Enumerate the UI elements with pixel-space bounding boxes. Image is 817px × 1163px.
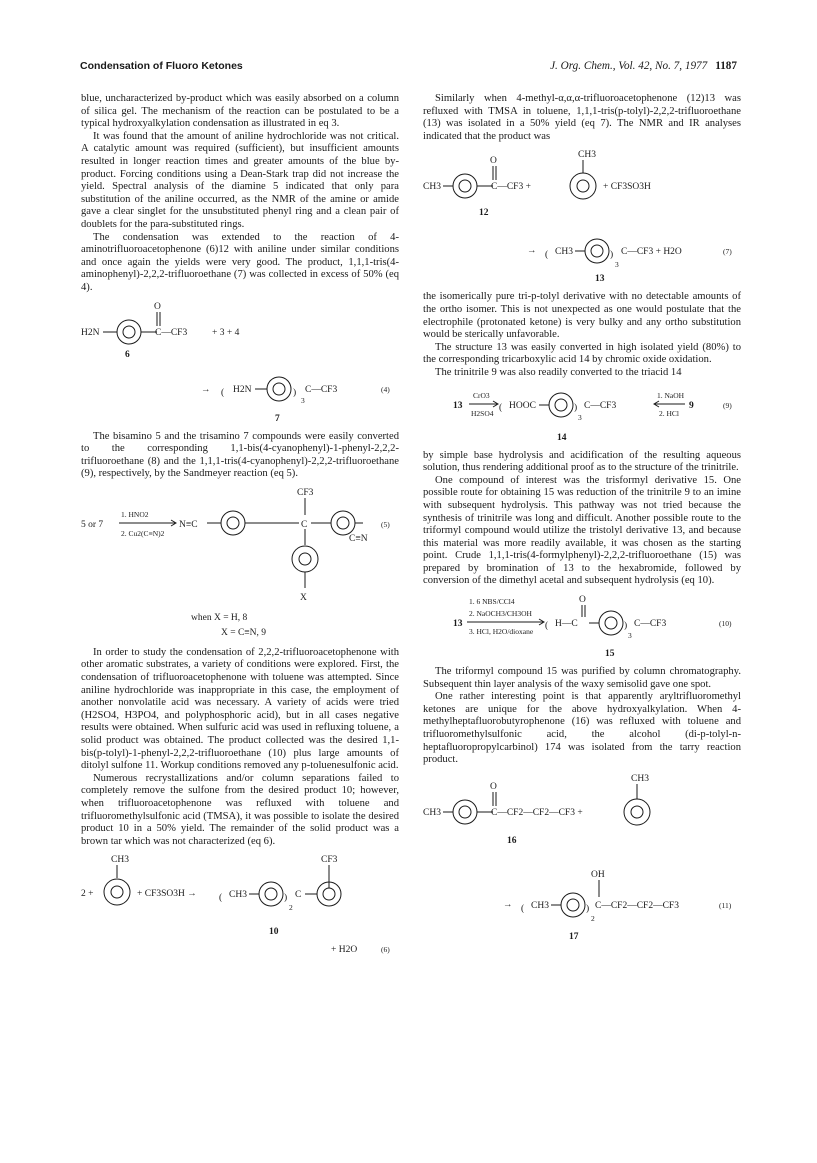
paren-close: ) bbox=[574, 402, 578, 413]
reaction-arrow: → bbox=[201, 384, 211, 395]
nitrile-right: C≡N bbox=[349, 533, 368, 544]
cf3-label: CF3 bbox=[297, 487, 314, 498]
subscript-3: 3 bbox=[615, 260, 619, 270]
reagent-cro3: CrO3 bbox=[473, 390, 490, 400]
paragraph: It was found that the amount of aniline hydrochloride was not critical. A catalytic amount was required (sufficient), but insufficient amounts resulted in longer reaction times and greater amounts of the blue by-product. Forcing conditions using a Dean-Stark trap did not increase the yield. Spectral analysis of the diamine 5 indicated that only para substitution of the aniline occurred, as the NMR of the amine or amide gave a clear singlet for the unsubstituted phenyl ring and a clean pair of doublets for the para-substituted rings. bbox=[81, 130, 399, 230]
product-methyl: CH3 bbox=[531, 900, 549, 911]
product-cf3: C—CF3 bbox=[584, 400, 617, 411]
ketone-cf3: C—CF3 + bbox=[491, 182, 531, 193]
water-product: + H2O bbox=[331, 945, 358, 956]
equation-6 bbox=[81, 852, 399, 960]
methyl-label: CH3 bbox=[423, 182, 441, 193]
product-cf3: C—CF3 + H2O bbox=[621, 247, 682, 258]
equation-5-structure bbox=[81, 485, 399, 643]
paragraph: The trinitrile 9 was also readily converted to the triacid 14 bbox=[435, 366, 682, 378]
paren-close: ) bbox=[624, 621, 628, 632]
reaction-arrow: → bbox=[527, 246, 537, 257]
reagent-h2so4: H2SO4 bbox=[471, 408, 494, 418]
equation-7-structure bbox=[423, 147, 741, 287]
paren-close: ) bbox=[293, 387, 297, 398]
subscript-2: 2 bbox=[591, 913, 595, 923]
paren-close: ) bbox=[610, 250, 614, 261]
compound-10-label: 10 bbox=[269, 927, 279, 938]
central-carbon: C bbox=[295, 890, 302, 901]
reagent-1: 1. HNO2 bbox=[121, 509, 149, 519]
compound-7-label: 7 bbox=[275, 413, 280, 424]
citation-text: J. Org. Chem., Vol. 42, No. 7, 1977 bbox=[550, 60, 708, 72]
equation-9-structure bbox=[423, 384, 741, 446]
product-cf3: C—CF3 bbox=[305, 384, 338, 395]
reagent-hydrolysis: 3. HCl, H2O/dioxane bbox=[469, 627, 534, 637]
product-amine: H2N bbox=[233, 384, 252, 395]
x-substituent: X bbox=[300, 592, 307, 603]
compound-13-label: 13 bbox=[595, 274, 605, 285]
compound-17-label: 17 bbox=[569, 931, 579, 942]
paragraph: Numerous recrystallizations and/or column separations failed to completely remove the sulfone from the desired product 10; however, when trifluoroacetophenone was refluxed with toluene and trifluoromethylsulfonic acid (TMSA), it was possible to isolate the desired product 10 in a 50% yield. The remainder of the solid product was a brown tar which was not characterized (eq 6). bbox=[81, 772, 399, 847]
compound-14-label: 14 bbox=[557, 432, 567, 443]
ketone-chain: C—CF2—CF2—CF3 + bbox=[491, 807, 583, 818]
central-carbon: C bbox=[301, 519, 308, 530]
right-column bbox=[423, 93, 741, 953]
oxygen-label: O bbox=[490, 781, 497, 792]
reagent-hcl: 2. HCl bbox=[659, 408, 680, 418]
ketone-cf3: C—CF3 bbox=[155, 327, 188, 338]
paren-close: ) bbox=[586, 903, 590, 914]
equation-number: (11) bbox=[719, 900, 732, 910]
equation-4-structure bbox=[81, 299, 399, 427]
amine-label: H2N bbox=[81, 327, 100, 338]
paragraph: The condensation was extended to the reaction of 4-aminotrifluoroacetophenone (6)12 with aniline under similar conditions and once again the yields were very good. The product, 1,1,1-tris(4-aminophenyl)-2,2,2-trifluoroethane (7) was collected in excess of 50% (eq 4). bbox=[81, 231, 399, 293]
journal-citation bbox=[550, 60, 737, 72]
reagent-naoh: 1. NaOH bbox=[657, 390, 685, 400]
equation-number: (5) bbox=[381, 519, 390, 529]
paragraph: One rather interesting point is that apparently aryltrifluoromethyl ketones are unique for the above hydroxyalkylation. When 4-methylheptafluorobutyrophenone (16) was refluxed with toluene and trifluoromethylsulfonic acid, the alcohol (di-p-tolyl-n-heptafluoropropylcarbinol) 174 was isolated from the tarry reaction product. bbox=[423, 691, 741, 766]
reagent-methoxide: 2. NaOCH3/CH3OH bbox=[469, 609, 532, 619]
paragraph: The bisamino 5 and the trisamino 7 compounds were easily converted to the corresponding 1,1-bis(4-cyanophenyl)-1-phenyl-2,2,2-trifluoroethane (8) and the 1,1,1-tris(4-cyanophenyl)-2,2,2-trifluoroethane (9), respectively, by the Sandmeyer reaction (eq 5). bbox=[81, 430, 399, 480]
oxygen-label: O bbox=[154, 301, 161, 312]
compound-15-label: 15 bbox=[605, 649, 615, 660]
paren-close: ) bbox=[284, 893, 288, 904]
equation-4 bbox=[81, 299, 399, 427]
equation-5 bbox=[81, 485, 399, 643]
product-methyl: CH3 bbox=[229, 890, 247, 901]
equation-7 bbox=[423, 147, 741, 287]
paren-open: ( bbox=[545, 250, 549, 261]
paragraph: In order to study the condensation of 2,2,2-trifluoroacetophenone with other aromatic substrates, a variety of conditions were explored. First, the condensation of trifluoroacetophenone with toluene was attempted. Since aniline hydrochloride was inappropriate in this case, the employment of another nonvolatile acid was necessary. A variety of acids were tried (H2SO4, H3PO4, and polyphosphoric acid), but in all cases negative results were obtained. When sulfuric acid was used in refluxing toluene, a solid product was obtained. The product collected was the desired 1,1-bis(p-tolyl)-1-phenyl-2,2,2-trifluoroethane (10) plus large amounts of ditolyl sulfone 11. Workup conditions removed any p-toluenesulfonic acid. bbox=[81, 646, 399, 772]
stoich-two: 2 + bbox=[81, 889, 94, 900]
reactant-13: 13 bbox=[453, 619, 463, 630]
condition-1: when X = H, 8 bbox=[191, 612, 248, 623]
toluene-methyl: CH3 bbox=[631, 773, 649, 784]
paragraph: Similarly when 4-methyl-α,α,α-trifluoroacetophenone (12)13 was refluxed with TMSA in toluene, 1,1,1-tris(p-tolyl)-2,2,2-trifluoroethane (13) was isolated in a 50% yield (eq 7). The NMR and IR analyses indicated that the product was bbox=[423, 93, 741, 142]
methyl-label: CH3 bbox=[423, 807, 441, 818]
product-cf3: C—CF3 bbox=[634, 619, 667, 630]
paragraph: by simple base hydrolysis and acidification of the resulting aqueous solution, thus rendering additional proof as to the structure of the trinitrile. bbox=[423, 449, 741, 474]
nitrile-left: N≡C bbox=[179, 519, 198, 530]
equation-9 bbox=[423, 384, 741, 446]
compound-16-label: 16 bbox=[507, 835, 517, 846]
toluene-methyl: CH3 bbox=[578, 150, 596, 161]
equation-number: (9) bbox=[723, 400, 732, 410]
running-title: Condensation of Fluoro Ketones bbox=[80, 60, 243, 72]
reactant-9: 9 bbox=[689, 400, 694, 411]
oxygen-label: O bbox=[490, 156, 497, 167]
subscript-2: 2 bbox=[289, 903, 293, 913]
paren-open: ( bbox=[499, 402, 503, 413]
cf3-label: CF3 bbox=[321, 855, 338, 866]
reactant-label: 5 or 7 bbox=[81, 519, 104, 530]
compound-6-label: 6 bbox=[125, 349, 130, 360]
equation-10 bbox=[423, 592, 741, 662]
equation-number: (4) bbox=[381, 384, 390, 394]
product-chain: C—CF2—CF2—CF3 bbox=[595, 900, 679, 911]
left-column bbox=[81, 93, 399, 964]
oxygen-label: O bbox=[579, 595, 586, 606]
condition-2: X = C≡N, 9 bbox=[221, 627, 267, 638]
paragraph: The structure 13 was easily converted in high isolated yield (80%) to the corresponding tricarboxylic acid 14 by chromic oxide oxidation. bbox=[423, 341, 741, 366]
equation-6-structure bbox=[81, 852, 399, 960]
reagents-plus: + 3 + 4 bbox=[212, 327, 240, 338]
subscript-3: 3 bbox=[578, 412, 582, 422]
product-methyl: CH3 bbox=[555, 247, 573, 258]
equation-number: (6) bbox=[381, 945, 390, 955]
equation-11-structure bbox=[423, 771, 741, 949]
equation-10-structure bbox=[423, 592, 741, 662]
paragraph: blue, uncharacterized by-product which was easily absorbed on a column of silica gel. The mechanism of the reaction can be postulated to be a typical hydroxyalkylation condensation as illustrated in eq 3. bbox=[81, 93, 399, 130]
reagent-nbs: 1. 6 NBS/CCl4 bbox=[469, 597, 515, 607]
equation-number: (10) bbox=[719, 619, 732, 629]
paragraph: One compound of interest was the trisformyl derivative 15. One possible route for obtaining 15 was reduction of the trinitrile 9 to an imine with subsequent hydrolysis. This pathway was not tried because the synthesis of trinitrile was long and difficult. Another possible route to the triformyl compound would utilize the tristolyl derivative 13, and because this material was more readily available, it was chosen as the starting point. Crude 1,1,1-tris(4-formylphenyl)-2,2,2-trifluoroethane (15) was prepared by bromination of 13 to the hexabromide, followed by conversion of the dimethyl acetal and subsequent hydrolysis (eq 10). bbox=[423, 474, 741, 587]
carboxyl-label: HOOC bbox=[509, 400, 536, 411]
compound-12-label: 12 bbox=[479, 208, 489, 219]
paren-open: ( bbox=[521, 903, 525, 914]
reaction-arrow: → bbox=[503, 899, 513, 910]
reagent-2: 2. Cu2(C≡N)2 bbox=[121, 528, 165, 538]
aldehyde-label: H—C bbox=[555, 619, 578, 630]
paren-open: ( bbox=[221, 387, 225, 398]
paren-open: ( bbox=[545, 621, 549, 632]
acid-label: + CF3SO3H bbox=[603, 182, 651, 193]
acid-arrow: + CF3SO3H → bbox=[137, 889, 197, 900]
equation-11 bbox=[423, 771, 741, 949]
paren-open: ( bbox=[219, 893, 223, 904]
paragraph: The triformyl compound 15 was purified by column chromatography. Subsequent thin layer analysis of the waxy semisolid gave one spot. bbox=[423, 666, 741, 690]
toluene-methyl: CH3 bbox=[111, 855, 129, 866]
paragraph: the isomerically pure tri-p-tolyl derivative with no detectable amounts of the ortho isomer. This is not unexpected as one would postulate that the electrophile (protonated ketone) is very bulky and any ortho substitution would be sterically unfavorable. bbox=[423, 291, 741, 341]
equation-number: (7) bbox=[723, 247, 732, 257]
subscript-3: 3 bbox=[628, 631, 632, 641]
page-number: 1187 bbox=[715, 60, 737, 72]
hydroxyl-label: OH bbox=[591, 869, 605, 880]
reactant-13: 13 bbox=[453, 400, 463, 411]
subscript-3: 3 bbox=[301, 395, 305, 405]
